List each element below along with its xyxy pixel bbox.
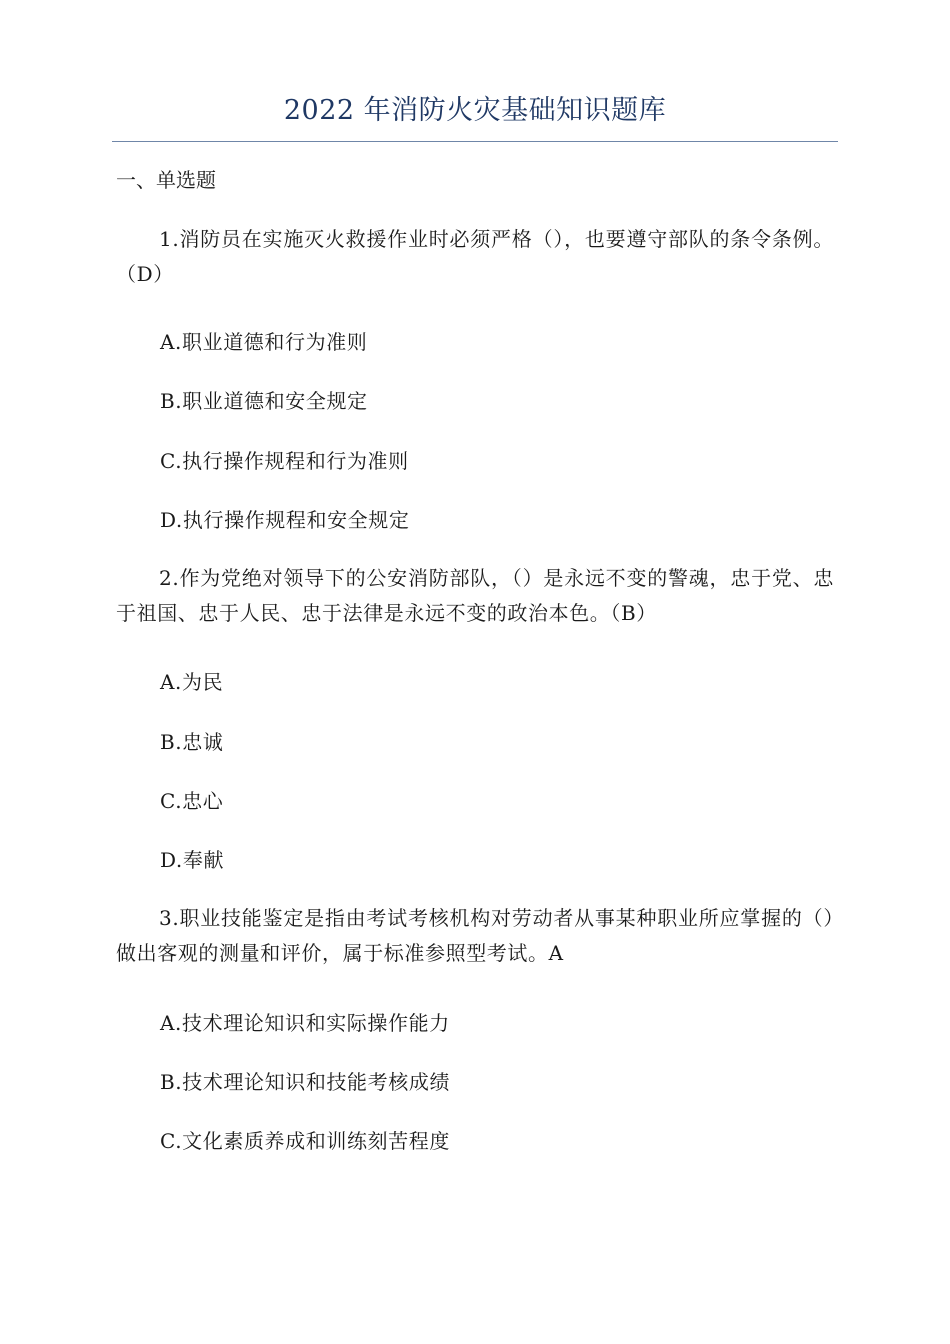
section-heading: 一、单选题 xyxy=(116,168,216,192)
question-2-option-a: A.为民 xyxy=(160,670,224,694)
question-2-option-b: B.忠诚 xyxy=(160,730,224,754)
question-1-option-d: D.执行操作规程和安全规定 xyxy=(160,508,410,532)
question-3-stem: 3.职业技能鉴定是指由考试考核机构对劳动者从事某种职业所应掌握的（）做出客观的测量和评价，属于标准参照型考试。A xyxy=(116,906,834,965)
question-3-option-c: C.文化素质养成和训练刻苦程度 xyxy=(160,1129,450,1153)
question-1-option-a: A.职业道德和行为准则 xyxy=(160,330,368,354)
question-3-option-a: A.技术理论知识和实际操作能力 xyxy=(160,1011,450,1035)
question-1-option-b: B.职业道德和安全规定 xyxy=(160,389,368,413)
question-1-option-c: C.执行操作规程和行为准则 xyxy=(160,449,409,473)
question-2-option-c: C.忠心 xyxy=(160,789,224,813)
question-2-stem: 2.作为党绝对领导下的公安消防部队，（）是永远不变的警魂，忠于党、忠于祖国、忠于人民、忠于法律是永远不变的政治本色。（B） xyxy=(116,566,834,625)
question-1-stem: 1.消防员在实施灭火救援作业时必须严格（），也要遵守部队的条令条例。（D） xyxy=(116,227,834,286)
title-divider xyxy=(112,141,838,142)
question-3-option-b: B.技术理论知识和技能考核成绩 xyxy=(160,1070,451,1094)
question-2-option-d: D.奉献 xyxy=(160,848,225,872)
document-title: 2022 年消防火灾基础知识题库 xyxy=(283,95,667,126)
